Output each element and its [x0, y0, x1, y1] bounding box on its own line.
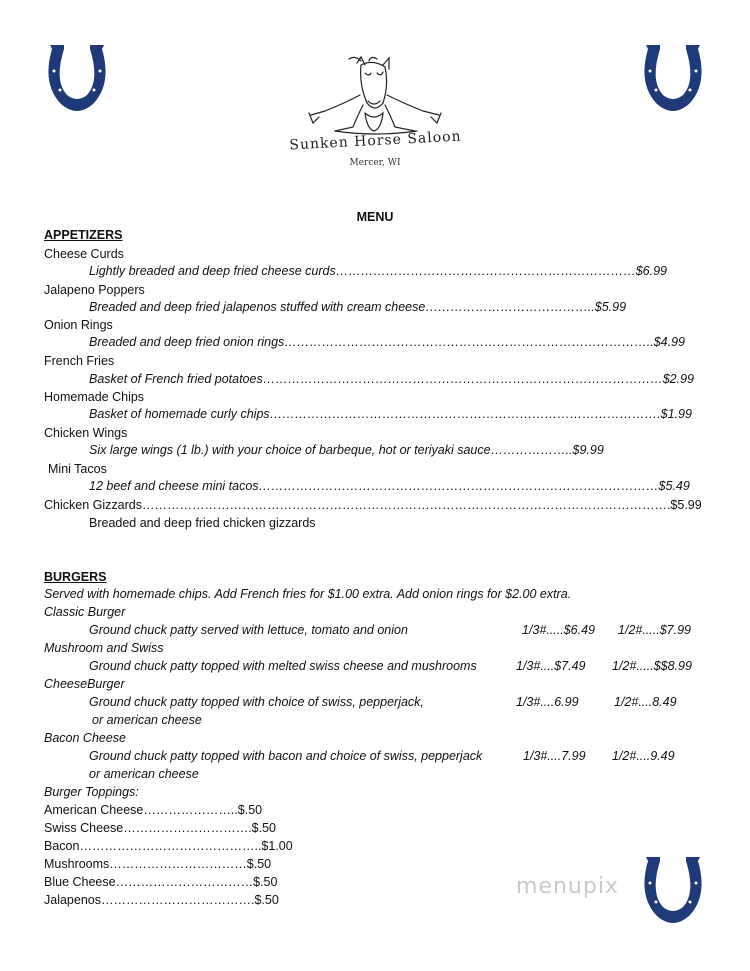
menu-item-desc: Basket of homemade curly chips………………………………………………………………………………….$1.99: [89, 407, 692, 421]
burger-name: CheeseBurger: [44, 677, 125, 691]
burger-desc: Ground chuck patty served with lettuce, tomato and onion: [89, 623, 408, 637]
burger-price-half: 1/2#....9.49: [612, 749, 675, 763]
topping-item: Blue Cheese……………………………$.50: [44, 875, 278, 889]
menu-item-desc: 12 beef and cheese mini tacos……………………………………………………………………………………$5.49: [89, 479, 690, 493]
horse-logo-icon: [305, 55, 445, 140]
burgers-heading: BURGERS: [44, 570, 107, 584]
menu-item-name: Jalapeno Poppers: [44, 283, 145, 297]
burger-price-half: 1/2#....8.49: [614, 695, 677, 709]
appetizers-heading: APPETIZERS: [44, 228, 123, 242]
menu-item-desc: Breaded and deep fried onion rings……………………………………………………………………………..$4.99: [89, 335, 686, 349]
burger-desc-cont: or american cheese: [89, 767, 199, 781]
topping-item: American Cheese…………………..$.50: [44, 803, 263, 817]
menu-item-desc: Six large wings (1 lb.) with your choice of barbeque, hot or teriyaki sauce………………..$9.99: [89, 443, 604, 457]
menu-item-name: Chicken Wings: [44, 426, 128, 440]
menu-item-name: Onion Rings: [44, 318, 113, 332]
burger-desc: Ground chuck patty topped with choice of swiss, pepperjack,: [89, 695, 424, 709]
menu-item-name: Cheese Curds: [44, 247, 124, 261]
topping-item: Jalapenos……………………………….$.50: [44, 893, 279, 907]
menu-item-desc: Basket of French fried potatoes……………………………………………………………………………………$2.99: [89, 372, 694, 386]
horseshoe-icon: [638, 855, 708, 927]
burger-price-third: 1/3#....7.99: [523, 749, 586, 763]
horseshoe-icon: [638, 43, 708, 115]
burger-desc: Ground chuck patty topped with melted swiss cheese and mushrooms: [89, 659, 477, 673]
menu-item-desc: Breaded and deep fried jalapenos stuffed with cream cheese…………………………………..$5.99: [89, 300, 627, 314]
menu-title: MENU: [356, 210, 394, 224]
burger-price-third: 1/3#....$7.49: [516, 659, 586, 673]
menu-item-desc: Lightly breaded and deep fried cheese curds………………………………………………………………$6.99: [89, 264, 667, 278]
burger-price-half: 1/2#.....$$8.99: [612, 659, 692, 673]
menu-item-desc: Breaded and deep fried chicken gizzards: [89, 516, 316, 530]
topping-item: Mushrooms……………………………$.50: [44, 857, 272, 871]
menu-item-name: Mini Tacos: [48, 462, 107, 476]
toppings-heading: Burger Toppings:: [44, 785, 139, 799]
burger-price-third: 1/3#....6.99: [516, 695, 579, 709]
menu-item-name: Homemade Chips: [44, 390, 145, 404]
burger-price-third: 1/3#.....$6.49: [522, 623, 595, 637]
horseshoe-icon: [42, 43, 112, 115]
restaurant-location: Mercer, WI: [349, 158, 401, 168]
menupix-watermark: menupix: [516, 874, 619, 899]
topping-item: Swiss Cheese………………………….$.50: [44, 821, 277, 835]
burger-name: Classic Burger: [44, 605, 126, 619]
topping-item: Bacon……………………………………..$1.00: [44, 839, 293, 853]
burgers-note: Served with homemade chips. Add French fries for $1.00 extra. Add onion rings for $2.00 extra.: [44, 587, 572, 601]
burger-name: Mushroom and Swiss: [44, 641, 164, 655]
menu-item-name: Chicken Gizzards……………………………………………………………………………………………………………….$5.99: [44, 498, 702, 512]
menu-item-name: French Fries: [44, 354, 115, 368]
burger-name: Bacon Cheese: [44, 731, 127, 745]
restaurant-name: Sunken Horse Saloon: [288, 128, 463, 154]
burger-price-half: 1/2#.....$7.99: [618, 623, 691, 637]
burger-desc: Ground chuck patty topped with bacon and choice of swiss, pepperjack: [89, 749, 483, 763]
burger-desc-cont: or american cheese: [92, 713, 202, 727]
